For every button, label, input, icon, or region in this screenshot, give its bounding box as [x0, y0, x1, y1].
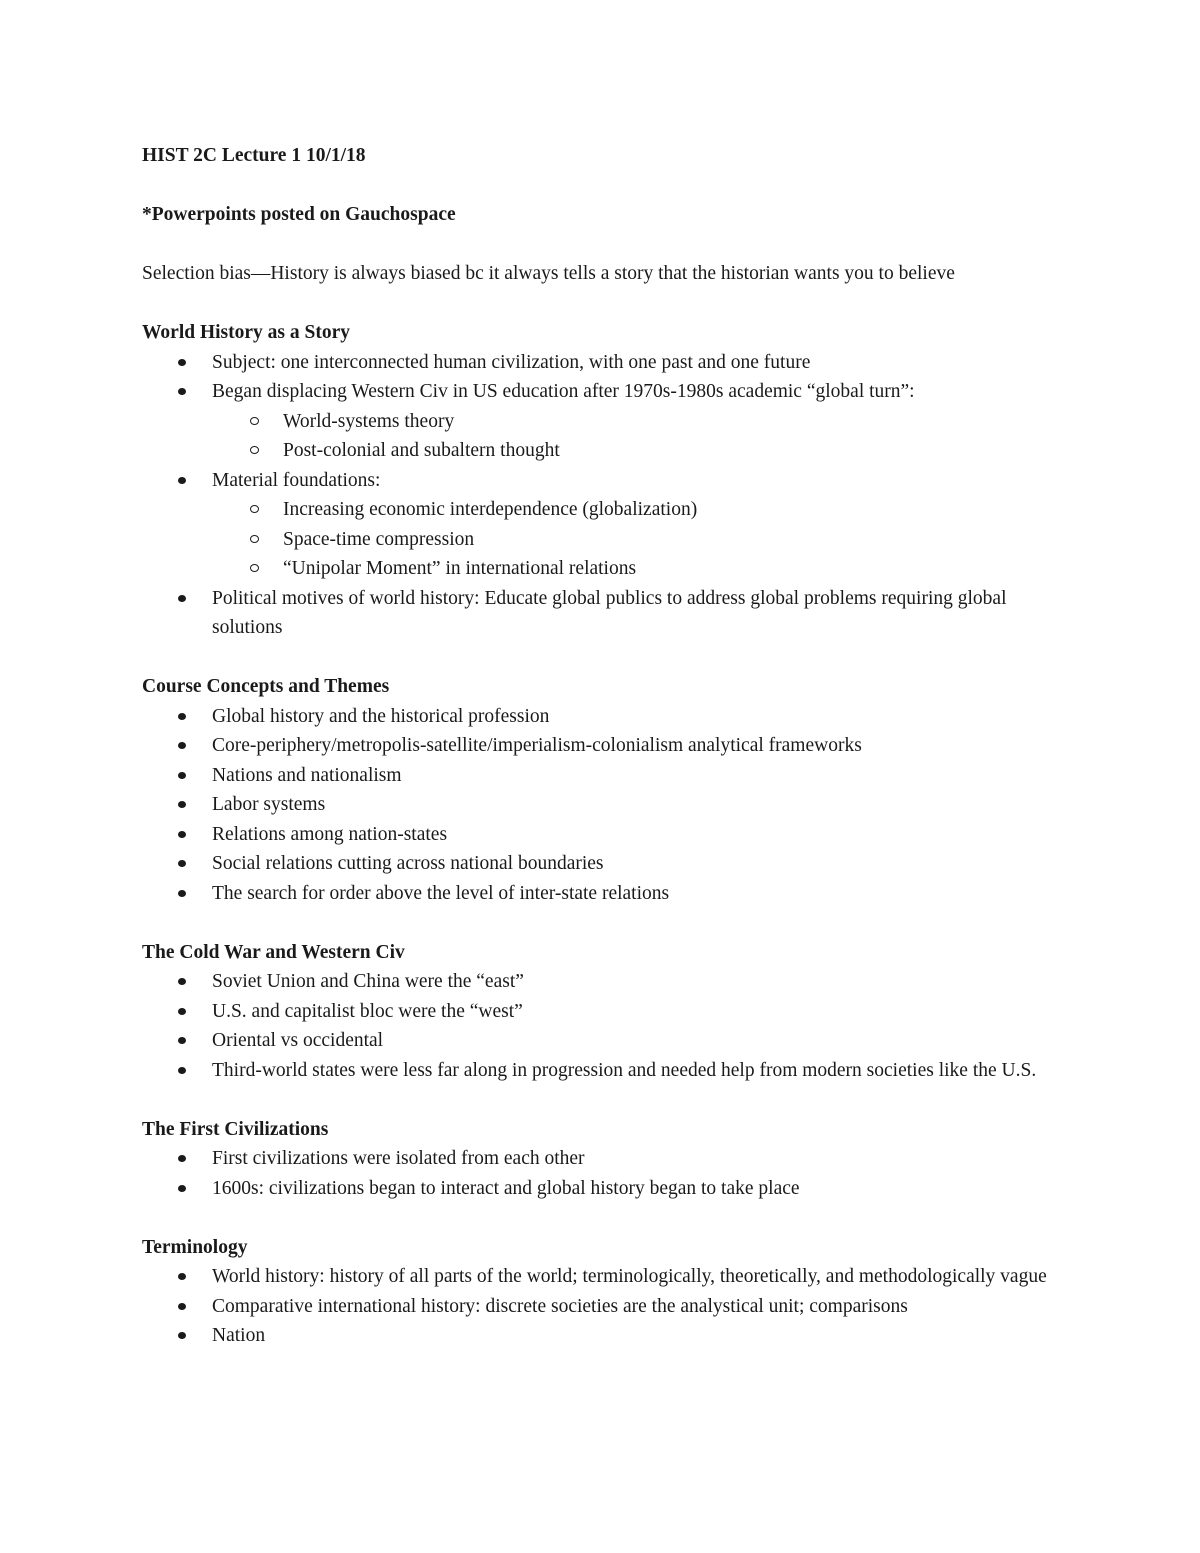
- list-item: [142, 790, 1062, 820]
- hollow-circle-bullet-icon: [250, 535, 259, 543]
- sub-list-item: [212, 436, 1062, 466]
- list-item-text: Relations among nation-states: [212, 823, 448, 845]
- list-item: [142, 1292, 1062, 1322]
- hollow-circle-bullet-icon: [250, 505, 259, 513]
- bullet-dot-icon: [178, 1155, 186, 1162]
- list-item-text: Nation: [212, 1325, 266, 1346]
- sub-list-item: [212, 407, 1062, 437]
- bullet-dot-icon: [178, 772, 186, 779]
- hollow-circle-bullet-icon: [250, 446, 259, 454]
- bullet-dot-icon: [178, 713, 186, 720]
- sub-list-item-text: “Unipolar Moment” in international relations: [283, 558, 637, 579]
- list-item: [142, 377, 1062, 466]
- list-item: [142, 731, 1062, 761]
- list-item-text: Subject: one interconnected human civilization, with one past and one future: [212, 351, 811, 373]
- sub-list-item: [212, 525, 1062, 555]
- bullet-dot-icon: [178, 978, 186, 985]
- bullet-dot-icon: [178, 1008, 186, 1015]
- bullet-dot-icon: [178, 1332, 186, 1339]
- list-item: [142, 348, 1062, 378]
- spacer: [142, 171, 1062, 201]
- bullet-dot-icon: [178, 359, 186, 366]
- hollow-circle-bullet-icon: [250, 417, 259, 425]
- list-item: [142, 1262, 1062, 1292]
- list-item: [142, 761, 1062, 791]
- list-item: [142, 1174, 1062, 1204]
- list-item-text: World history: history of all parts of the world; terminologically, theoretically, and methodologically vague: [212, 1266, 1047, 1287]
- sub-list-item-text: Space-time compression: [283, 528, 475, 550]
- list-item: [142, 1056, 1062, 1086]
- list-item-text: Labor systems: [212, 794, 326, 815]
- list-item-text: Third-world states were less far along in progression and needed help from modern societies like the U.S.: [212, 1059, 1037, 1081]
- list-item-text: Core-periphery/metropolis-satellite/imperialism-colonialism analytical frameworks: [212, 735, 862, 756]
- list-item: [142, 997, 1062, 1027]
- list-item: [142, 879, 1062, 909]
- list-item-text: U.S. and capitalist bloc were the “west”: [212, 1000, 523, 1022]
- list-item: [142, 466, 1062, 584]
- bullet-list: [142, 1262, 1062, 1351]
- sub-bullet-list: [212, 407, 1062, 466]
- list-item-text: Nations and nationalism: [212, 764, 402, 786]
- list-item-text: Oriental vs occidental: [212, 1030, 384, 1051]
- sections-container: [142, 289, 1062, 1351]
- spacer: [142, 643, 1062, 673]
- sub-bullet-list: [212, 495, 1062, 584]
- notice-line: *Powerpoints posted on Gauchospace: [142, 204, 456, 225]
- sub-list-item-text: Post-colonial and subaltern thought: [283, 440, 560, 461]
- list-item-text: The search for order above the level of inter-state relations: [212, 882, 670, 904]
- section-heading: The Cold War and Western Civ: [142, 941, 405, 963]
- list-item: [142, 1321, 1062, 1351]
- list-item-text: Global history and the historical profession: [212, 705, 550, 727]
- bullet-dot-icon: [178, 1185, 186, 1192]
- list-item: [142, 967, 1062, 997]
- section-heading: Terminology: [142, 1236, 248, 1258]
- bullet-dot-icon: [178, 890, 186, 897]
- bullet-dot-icon: [178, 1303, 186, 1310]
- bullet-dot-icon: [178, 831, 186, 838]
- list-item-text: Soviet Union and China were the “east”: [212, 971, 524, 992]
- bullet-dot-icon: [178, 860, 186, 867]
- list-item: [142, 1026, 1062, 1056]
- bullet-dot-icon: [178, 1273, 186, 1280]
- bullet-dot-icon: [178, 801, 186, 808]
- spacer: [142, 230, 1062, 260]
- list-item-text: Material foundations:: [212, 469, 381, 491]
- bullet-dot-icon: [178, 1067, 186, 1074]
- list-item: [142, 820, 1062, 850]
- bullet-dot-icon: [178, 477, 186, 484]
- spacer: [142, 1203, 1062, 1233]
- list-item: [142, 702, 1062, 732]
- section-heading: The First Civilizations: [142, 1118, 329, 1140]
- list-item-text: Political motives of world history: Educate global publics to address global problems requiring global solutions: [212, 587, 1007, 638]
- bullet-dot-icon: [178, 1037, 186, 1044]
- list-item-text: Social relations cutting across national boundaries: [212, 853, 604, 874]
- bullet-dot-icon: [178, 595, 186, 602]
- list-item-text: Began displacing Western Civ in US education after 1970s-1980s academic “global turn”:: [212, 381, 915, 402]
- list-item-text: 1600s: civilizations began to interact and global history began to take place: [212, 1177, 800, 1199]
- hollow-circle-bullet-icon: [250, 564, 259, 572]
- list-item: [142, 584, 1062, 643]
- spacer: [142, 289, 1062, 319]
- sub-list-item-text: Increasing economic interdependence (globalization): [283, 499, 698, 520]
- list-item: [142, 849, 1062, 879]
- section-heading: Course Concepts and Themes: [142, 676, 390, 697]
- sub-list-item-text: World-systems theory: [283, 410, 455, 432]
- section-heading: World History as a Story: [142, 322, 350, 343]
- bullet-dot-icon: [178, 742, 186, 749]
- document-body: [142, 141, 1062, 1351]
- bullet-list: [142, 348, 1062, 643]
- list-item: [142, 1144, 1062, 1174]
- intro-paragraph: Selection bias—History is always biased bc it always tells a story that the historian wants you to believe: [142, 263, 955, 284]
- bullet-list: [142, 967, 1062, 1085]
- spacer: [142, 1085, 1062, 1115]
- bullet-list: [142, 702, 1062, 909]
- bullet-list: [142, 1144, 1062, 1203]
- spacer: [142, 908, 1062, 938]
- document-title: HIST 2C Lecture 1 10/1/18: [142, 145, 366, 166]
- sub-list-item: [212, 554, 1062, 584]
- bullet-dot-icon: [178, 388, 186, 395]
- list-item-text: Comparative international history: discrete societies are the analystical unit; comparisons: [212, 1295, 908, 1317]
- list-item-text: First civilizations were isolated from each other: [212, 1148, 585, 1169]
- sub-list-item: [212, 495, 1062, 525]
